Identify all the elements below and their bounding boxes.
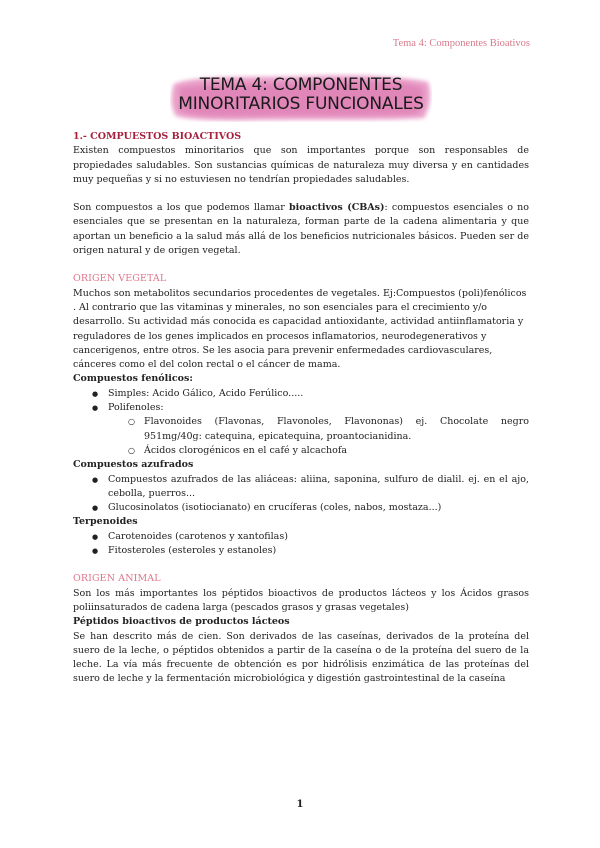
heading-compuestos-azufrados: Compuestos azufrados <box>73 459 194 471</box>
list-azufrados <box>73 473 529 516</box>
list-item: ● Fitosteroles (esteroles y estanoles) <box>73 544 529 558</box>
list-item <box>73 401 529 458</box>
title-banner <box>170 72 432 122</box>
list-item: ● Carotenoides (carotenos y xantofilas) <box>73 530 529 544</box>
paragraph-text: : compuestos esenciales o no esenciales que se presentan en la naturaleza, forman parte de la cadena alimentaria y que aportan un beneficio a la salud más allá de los beneficios nutricionales básicos. Pueden ser de origen natural y de origen vegetal. <box>73 202 529 257</box>
list-item: ○ Flavonoides (Flavonas, Flavonoles, Flavononas) ej. Chocolate negro 951mg/40g: catequina, epicatequina, proantocianidina. <box>73 415 529 444</box>
list-terpenoides <box>73 530 529 559</box>
list-item-label: Polifenoles: <box>108 402 164 414</box>
list-item: ● Simples: Acido Gálico, Acido Ferúlico..... <box>73 387 529 401</box>
section-heading-compuestos-bioactivos: 1.- COMPUESTOS BIOACTIVOS <box>73 131 242 142</box>
term-bioactivos: bioactivos (CBAs) <box>289 202 385 214</box>
title-line-1: TEMA 4: COMPONENTES <box>199 75 403 95</box>
page-title <box>170 76 432 114</box>
heading-terpenoides: Terpenoides <box>73 516 138 528</box>
subheading-origen-vegetal: ORIGEN VEGETAL <box>73 273 167 285</box>
list-item: ● Glucosinolatos (isotiocianato) en crucíferas (coles, nabos, mostaza...) <box>73 501 529 515</box>
paragraph-bioactivos <box>73 201 529 258</box>
subheading-origen-animal: ORIGEN ANIMAL <box>73 573 161 585</box>
paragraph-intro: Existen compuestos minoritarios que son importantes porque son responsables de propiedades saludables. Son sustancias químicas de naturaleza muy diversa y en cantidades muy pequeñas y si no estuviesen no tendrían propiedades saludables. <box>73 145 529 185</box>
paragraph-peptidos: Se han descrito más de cien. Son derivados de las caseínas, derivados de la proteína del suero de la leche, o péptidos obtenidos a partir de la caseína o de la proteína del suero de la leche. La vía más frecuente de obtención es por hidrólisis enzimática de las proteínas del suero de leche y la fermentación microbiológica y digestión gastrointestinal de la caseína <box>73 630 529 685</box>
list-item: ○ Ácidos clorogénicos en el café y alcachofa <box>73 444 529 458</box>
title-line-2: MINORITARIOS FUNCIONALES <box>178 94 424 114</box>
heading-compuestos-fenolicos: Compuestos fenólicos: <box>73 373 193 385</box>
paragraph-origen-vegetal: Muchos son metabolitos secundarios procedentes de vegetales. Ej:Compuestos (poli)fenólicos . Al contrario que las vitaminas y minerales, no son esenciales para el crecimiento y/o desarrollo. Su actividad más conocida es capacidad antioxidante, actividad antiinflamatoria y reguladores de los genes implicados en procesos inflamatorios, neurodegenerativos y cancerigenos, entre otros. Se les asocia para prevenir enfermedades cardiovasculares, cánceres como el del colon rectal o el cáncer de mama. <box>73 287 527 371</box>
document-body <box>73 130 529 687</box>
paragraph-text: Son compuestos a los que podemos llamar <box>73 202 290 214</box>
heading-peptidos-bioactivos: Péptidos bioactivos de productos lácteos <box>73 616 290 628</box>
running-header: Tema 4: Componentes Bioativos <box>392 38 530 49</box>
paragraph-origen-animal: Son los más importantes los péptidos bioactivos de productos lácteos y los Ácidos grasos poliinsaturados de cadena larga (pescados grasos y grasas vegetales) <box>73 587 529 613</box>
list-fenolicos <box>73 387 529 458</box>
list-polifenoles <box>73 415 529 458</box>
page-number: 1 <box>296 799 304 810</box>
list-item: ● Compuestos azufrados de las aliáceas: aliina, saponina, sulfuro de dialil. ej. en el ajo, cebolla, puerros... <box>73 473 529 502</box>
